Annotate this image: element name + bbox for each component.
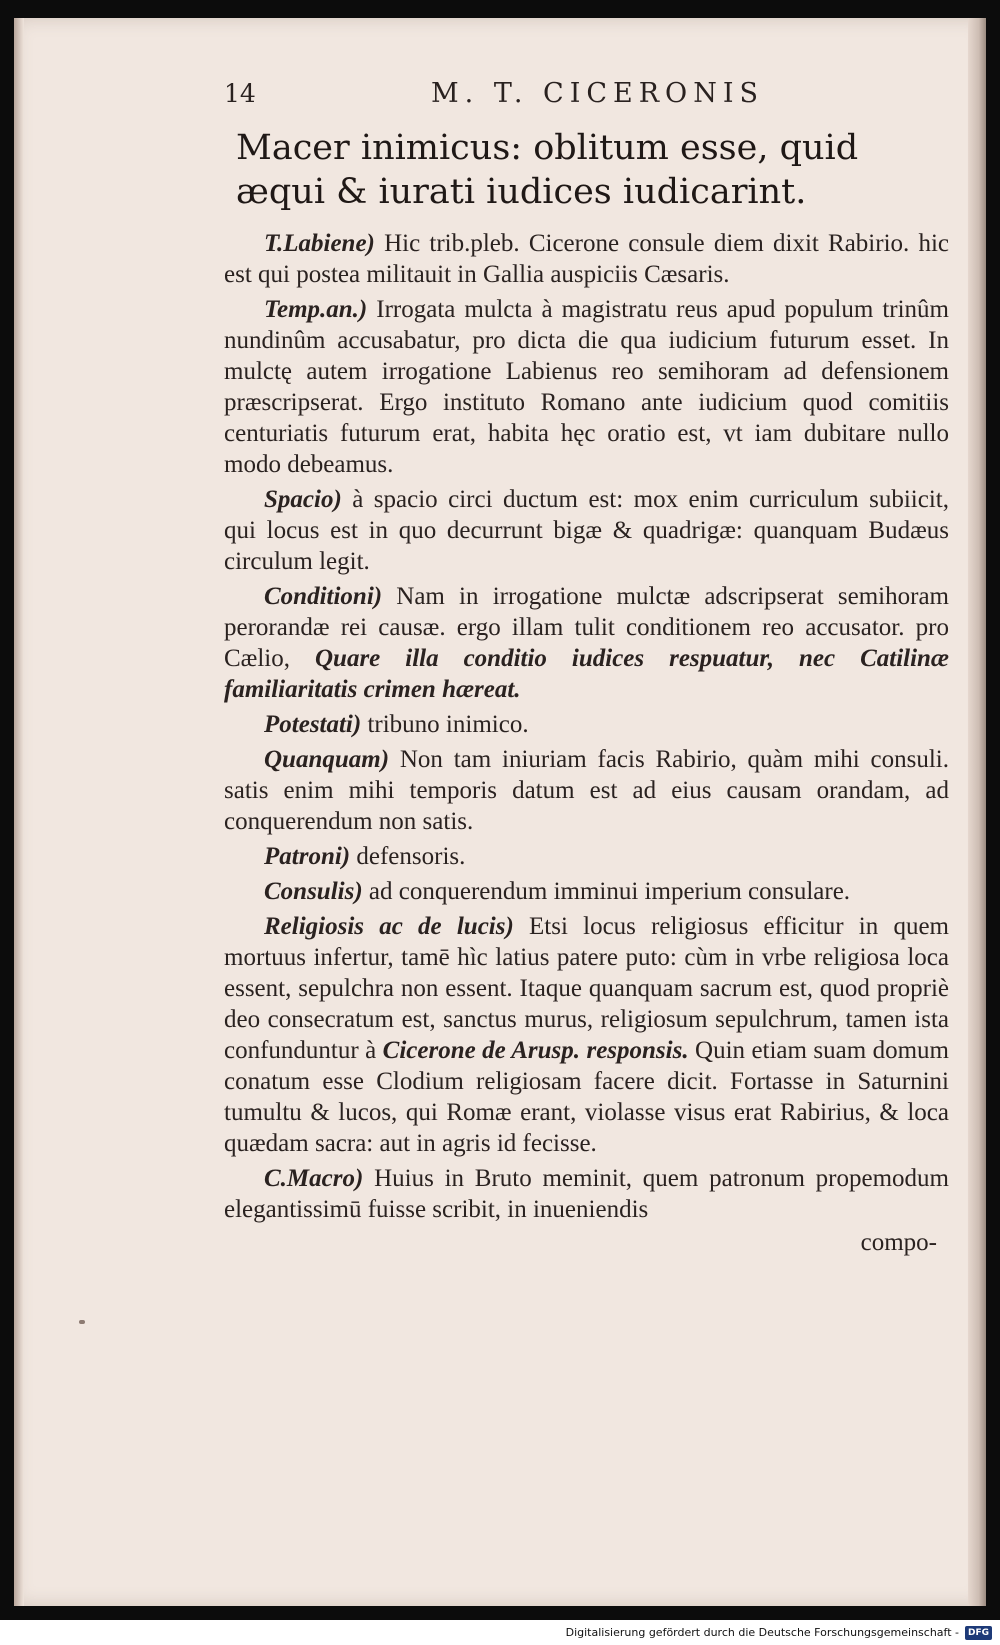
note-text: defensoris.: [356, 843, 466, 870]
note-citation: Cicerone de Arusp. responsis.: [382, 1037, 689, 1064]
note-quotation: Quare illa conditio iudices respuatur, nec Catilinæ familiaritatis crimen hæreat.: [224, 645, 949, 703]
note-text: Etsi locus religiosus efficitur in quem mortuus infertur, tamē hìc latius patere puto: cùm in vrbe religiosa loca essent, sepulchra non essent. Itaque quanquam sacrum est, quod propriè deo consecratum est, sanctus murus, religiosum sepulchrum, tamen ista confunduntur à: [224, 913, 950, 1064]
note-keyword: T.Labiene): [264, 230, 375, 257]
note-consulis: [224, 876, 949, 907]
note-text: Irrogata mulcta à magistratu reus apud populum trinûm nundinûm accusabatur, pro dicta die qua iudicium futurum esset. In mulctę autem irrogatione Labienus reo semihoram ad defensionem præscripserat. Ergo instituto Romano ante iudicium quod comitiis centuriatis futurum erat, habita hęc oratio est, vt iam dubitare nullo modo debeamus.: [224, 296, 950, 478]
note-text-continued: Quin etiam suam domum conatum esse Clodium religiosam facere dicit. Fortasse in Saturnini tumultu & lucos, qui Romæ erant, violasse visus erat Rabirius, & loca quædam sacra: aut in agris id fecisse.: [224, 1037, 950, 1157]
catchword: compo-: [860, 1229, 937, 1256]
note-text: Hic trib.pleb. Cicerone consule diem dixit Rabirio. hic est qui postea militauit in Gallia auspiciis Cæsaris.: [224, 230, 950, 288]
note-text: tribuno inimico.: [367, 711, 529, 738]
note-keyword: Religiosis ac de lucis): [264, 913, 514, 940]
note-keyword: C.Macro): [264, 1165, 364, 1192]
note-keyword: Quanquam): [264, 746, 390, 773]
note-quanquam: [224, 744, 949, 837]
funding-notice: Digitalisierung gefördert durch die Deutsche Forschungsgemeinschaft -: [565, 1626, 959, 1639]
dfg-logo-icon: DFG: [965, 1626, 992, 1640]
note-keyword: Spacio): [264, 486, 342, 513]
note-patroni: [224, 841, 949, 872]
note-labiene: [224, 228, 949, 290]
running-title: M. T. CICERONIS: [431, 78, 764, 109]
book-page: [14, 18, 986, 1606]
note-macro: [224, 1163, 949, 1225]
note-keyword: Patroni): [264, 843, 351, 870]
note-keyword: Temp.an.): [264, 296, 368, 323]
page-edge: [968, 18, 986, 1606]
folio-number: 14: [224, 79, 256, 108]
note-conditioni: [224, 581, 949, 705]
digitization-footer: [0, 1620, 1000, 1645]
note-potestati: [224, 709, 949, 740]
text-block: [224, 78, 949, 1257]
commentary: [224, 228, 949, 1225]
lemma-heading: Macer inimicus: oblitum esse, quid æqui & iurati iudices iudicarint.: [236, 128, 859, 212]
note-text: Nam in irrogatione mulctæ adscripserat semihoram perorandæ rei causæ. ergo illam tulit conditionem reo accusator. pro Cælio,: [224, 583, 949, 672]
note-keyword: Consulis): [264, 878, 363, 905]
note-text: ad conquerendum imminui imperium consulare.: [368, 878, 851, 905]
page-gutter: [14, 18, 24, 1606]
note-text: à spacio circi ductum est: mox enim curriculum subiicit, qui locus est in quo decurrunt bigæ & quadrigæ: quanquam Budæus circulum legit.: [224, 486, 949, 575]
note-text: Huius in Bruto meminit, quem patronum propemodum elegantissimū fuisse scribit, in inueniendis: [224, 1165, 949, 1223]
note-keyword: Conditioni): [264, 583, 383, 610]
note-spacio: [224, 484, 949, 577]
note-keyword: Potestati): [264, 711, 362, 738]
note-religiosis: [224, 911, 949, 1159]
ink-spot: [79, 1320, 85, 1324]
note-text: Non tam iniuriam facis Rabirio, quàm mihi consuli. satis enim mihi temporis datum est ad eius causam orandam, ad conquerendum non satis.: [224, 746, 950, 835]
note-tempan: [224, 294, 949, 480]
running-head: [224, 78, 949, 118]
